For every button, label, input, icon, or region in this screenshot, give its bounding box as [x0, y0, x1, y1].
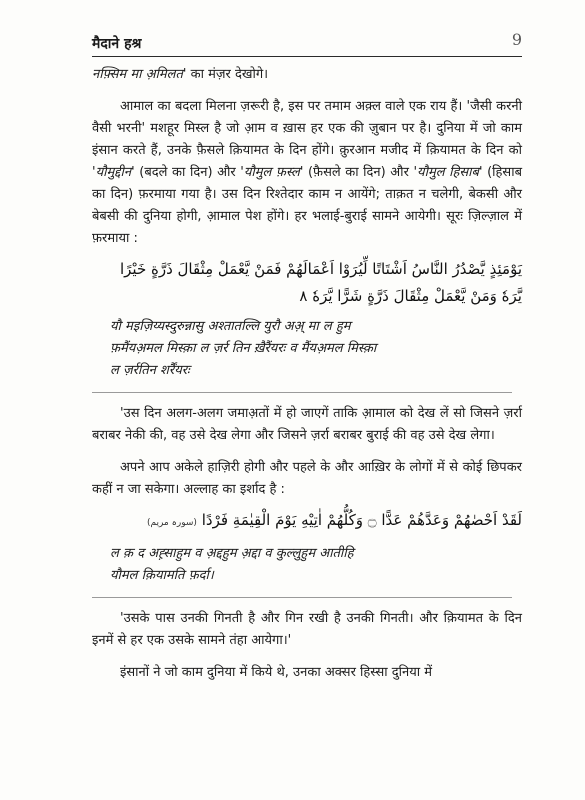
- running-title: मैदाने हश्र: [92, 36, 142, 52]
- paragraph-text: आमाल का बदला मिलना ज़रूरी है, इस पर तमाम अक़्ल वाले एक राय हैं। 'जैसी करनी वैसी भरनी' मशहूर मिस्ल है जो आ़म व ख़ास हर एक की ज़ुबान पर है। दुनिया में जो काम इंसान करते हैं, उनके फ़ैसले क़ियामत के दिन होंगे। क़ुरआन मजीद में क़ियामत के दिन को: [92, 99, 522, 158]
- separator-line: [92, 597, 512, 598]
- arabic-verse-zilzal: يَوْمَئِذٍ يَّصْدُرُ النَّاسُ اَشْتَاتًا لِّيُرَوْا اَعْمَالَهُمْ فَمَنْ يَّعْمَلْ مِثْقَالَ ذَرَّةٍ خَيْرًا يَّرَهٗ وَمَنْ يَّعْمَلْ مِثْقَالَ ذَرَّةٍ شَرًّا يَّرَهٗ ۸: [119, 260, 522, 305]
- translit-line: यौ मइज़िय्यस्दुरुन्नासु अश्तातल्लि युरौ अअ़् मा ल हुम: [110, 319, 351, 334]
- translit-line: यौमल क़ियामति फ़र्दा।: [110, 568, 214, 583]
- quoted-transliteration: नफ़्सिम मा अ़मिलत': [92, 67, 187, 82]
- translation-zilzal: 'उस दिन अलग-अलग जमाअ़तों में हो जाएगें ताकि आ़माल को देख लें सो जिसने ज़र्रा बराबर नेकी की, वह उसे देख लेगा और जिसने ज़र्रा बराबर बुराई की वह उसे देख लेगा।: [92, 406, 522, 443]
- paragraph-deeds-world: इंसानों ने जो काम दुनिया में किये थे, उनका अक्सर हिस्सा दुनिया में: [120, 665, 433, 680]
- page-header: [92, 28, 522, 58]
- surah-citation: (سورہ مریم): [146, 518, 197, 528]
- term-yaumul-hisab: 'यौमुल हिसाब': [408, 165, 488, 180]
- term-yaumul-fasl: 'यौमुल फ़स्ल': [235, 165, 308, 180]
- page-body: [92, 64, 522, 684]
- term-yaumuddin: 'यौमुद्दीन': [92, 165, 140, 180]
- transliteration-zilzal: [110, 316, 522, 382]
- transliteration-maryam: [110, 543, 522, 587]
- paragraph-text: (फ़ैसले का दिन) और: [307, 165, 409, 180]
- paragraph-text: (हिसाब का दिन) फ़रमाया गया है। उस दिन रिश्तेदार काम न आयेंगे; ताक़त न चलेगी, बेकसी और बेबसी की दुनिया होगी, आ़माल पेश होंगे। हर भलाई-बुराई सामने आयेगी। सूरः ज़िल्ज़ाल में फ़रमाया :: [92, 165, 523, 246]
- paragraph-text: (बदले का दिन) और: [139, 165, 236, 180]
- translit-line: फ़मैंयअ़मल मिस्क़ा ल ज़र्र तिन ख़ैरैंयरः व मैंयअ़मल मिस्क़ा: [110, 341, 377, 356]
- translit-line: ल ज़र्रतिन शर्रैंयरः: [110, 363, 190, 378]
- arabic-verse-maryam: [110, 507, 522, 537]
- paragraph-continuation: [92, 64, 522, 86]
- translation-maryam: 'उसके पास उनकी गिनती है और गिन रखी है उनकी गिनती। और क़ियामत के दिन इनमें से हर एक उसके सामने तंहा आयेगा।': [92, 611, 522, 648]
- translit-line: ल क़ द अह़्साहुम व अ़द्दहुम अ़द्दा व कुल्लुहुम आतीहि: [110, 546, 354, 561]
- paragraph-text: का मंज़र देखोगे।: [186, 67, 269, 82]
- header-rule: [92, 56, 522, 57]
- paragraph-deeds-reward: [92, 96, 522, 250]
- separator-line: [92, 392, 512, 393]
- page-number: 9: [511, 30, 522, 49]
- paragraph-alone: अपने आप अकेले हाज़िरी होगी और पहले के और आख़िर के लोगों में से कोई छिपकर कहीं न जा सकेगा। अल्लाह का इर्शाद है :: [92, 460, 522, 497]
- arabic-verse-text: لَقَدْ اَحْصٰهُمْ وَعَدَّهُمْ عَدًّا ۝ وَكُلُّهُمْ اٰتِيْهِ يَوْمَ الْقِيٰمَةِ فَرْدًا: [201, 511, 522, 529]
